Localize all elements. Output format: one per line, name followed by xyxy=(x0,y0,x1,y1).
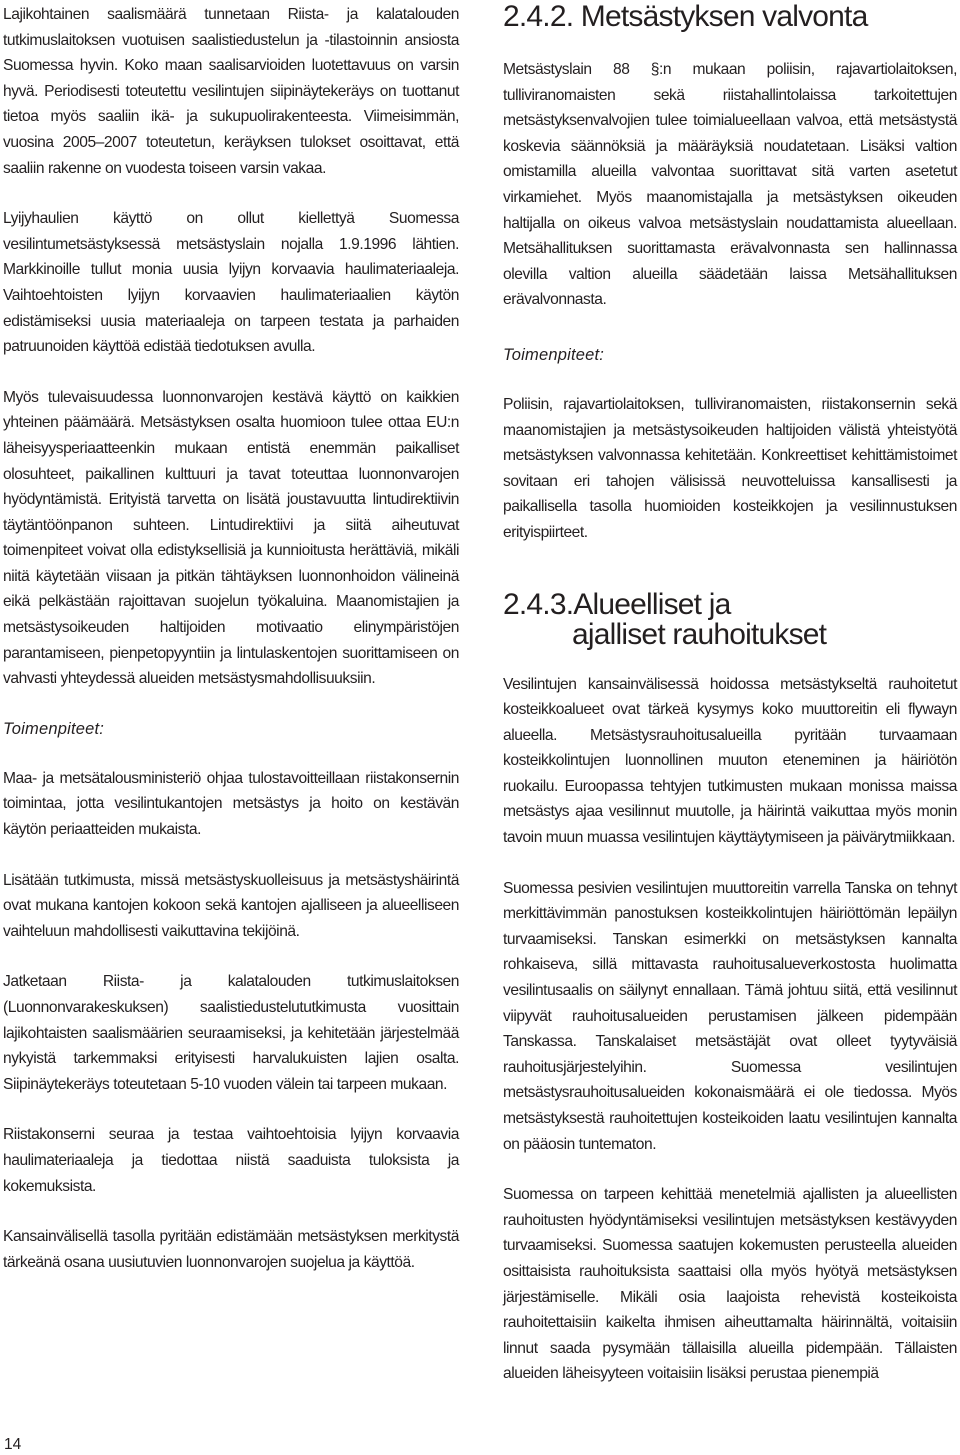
paragraph-mmm-ohjaus: Maa- ja metsätalousministeriö ohjaa tulostavoitteillaan riistakonsernin toimintaa, jotta vesilintukantojen metsästys ja hoito on kestävän käytön periaatteiden mukaista. xyxy=(3,769,459,839)
section-heading-2-4-3-line2: ajalliset rauhoitukset xyxy=(572,617,827,651)
paragraph-saalistiedustelu: Jatketaan Riista- ja kalatalouden tutkimuslaitoksen (Luonnonvarakeskuksen) saalistiedustelututkimusta vuosittain lajikohtaisten saalismäärien seuraamiseksi, ja kehitetään järjestelmää nykyistä tarkemmaksi erityisesti harvalukuisten lajien osalta. Siipinäytekeräys toteutetaan 5-10 vuoden välein tai tarpeen mukaan. xyxy=(3,973,459,1093)
paragraph-menetelmat: Suomessa on tarpeen kehittää menetelmiä ajallisten ja alueellisten rauhoitusten hyödyntämiseksi vesilintujen metsästyksen kestävyyden turvaamiseksi. Suomessa saatujen kokemusten perusteella alueiden osittaisista rauhoituksista saattaisi olla myös hyötyä metsästyksen järjestämiselle. Mikäli osia laajoista rehevistä kosteikoista rauhoitettaisiin kaikelta ihmisen aiheuttamalta häirinnältä, voitaisiin linnut saada pysymään tällaisilla alueilla pidempään. Tällaisten alueiden läheisyyteen voitaisiin lisäksi perustaa pienempiä xyxy=(503,1186,957,1383)
paragraph-tutkimus: Lisätään tutkimusta, missä metsästyskuolleisuus ja metsästyshäirintä ovat mukana kantojen kokoon sekä kantojen ajalliseen ja alueelliseen vaihteluun mahdollisesti vaikuttavina tekijöinä. xyxy=(3,871,459,940)
paragraph-riistakonserni: Riistakonserni seuraa ja testaa vaihtoehtoisia lyijyn korvaavia haulimateriaaleja ja tiedottaa niistä saaduista tuloksista ja kokemuksista. xyxy=(3,1126,459,1195)
section-heading-2-4-2: 2.4.2. Metsästyksen valvonta xyxy=(503,0,868,33)
paragraph-tanska: Suomessa pesivien vesilintujen muuttoreitin varrella Tanska on tehnyt merkittävimmän panostuksen kosteikkolintujen häiriöttömän lepäilyn turvaamiseksi. Tanskan esimerkki on metsästyksen kannalta rohkaiseva, sillä mittavasta rauhoitusalueverkostosta huolimatta vesilintusaalis on säilynyt ennallaan. Tämä johtuu siitä, että vesilinnut viipyvät rauhoitusalueiden perustamisen jälkeen pidempään Tanskassa. Tanskalaiset metsästäjät ovat olleet tyytyväisiä rauhoitusjärjestelyihin. Suomessa vesilintujen metsästysrauhoitusalueiden kokonaismäärä ei ole tiedossa. Myös metsästyksestä rauhoitettujen kosteikoiden laatu vesilintujen kannalta on pääosin tuntematon. xyxy=(503,879,957,1153)
paragraph-kansainvalinen: Kansainvälisellä tasolla pyritään edistämään metsästyksen merkitystä tärkeänä osana uusiutuvien luonnonvarojen suojelua ja käyttöä. xyxy=(3,1228,459,1271)
paragraph-tulevaisuus: Myös tulevaisuudessa luonnonvarojen kestävä käyttö on kaikkien yhteinen päämäärä. Metsästyksen osalta huomioon tulee ottaa EU:n läheisyysperiaatteenkin mukaan entistä enemmän paikalliset olosuhteet, paikallinen kulttuuri ja tavat toteuttaa luonnonvarojen hyödyntämistä. Erityistä tarvetta on lisätä joustavuutta lintudirektiivin täytäntöönpanon suhteen. Lintudirektiivi ja siitä aiheutuvat toimenpiteet voivat olla edistyksellisiä ja kunnioitusta herättäviä, mikäli niitä käytetään viisaan ja pitkän tähtäyksen luonnonhoidon välineinä eikä pelkästään rajoittavan suojelun työkaluina. Maanomistajien ja metsästysoikeuden haltijoiden motivaatio elinympäristöjen parantamiseen, pienpetopyyntiin ja lintulaskentojen suorittamiseen on vahvasti yhteydessä alueiden metsästysmahdollisuuksiin. xyxy=(3,388,459,688)
subheading-toimenpiteet: Toimenpiteet: xyxy=(3,719,105,738)
right-column xyxy=(503,0,957,1412)
left-column xyxy=(3,0,459,1300)
paragraph-rauhoitetut-kosteikot: Vesilintujen kansainvälisessä hoidossa metsästykseltä rauhoitetut kosteikkoalueet ovat tärkeä kysymys koko muuttoreitin eli flywayn alueella. Metsästysrauhoitusalueilla pyritään turvaamaan kosteikkolintujen luonnollinen muuton eteneminen ja häiriötön ruokailu. Euroopassa tehtyjen tutkimusten mukaan monissa maissa metsästys ajaa vesilinnut muutolle, ja häirintä vaikuttaa myös monin tavoin muun muassa vesilintujen käyttäytymiseen ja päivärytmiikkaan. xyxy=(503,675,957,847)
page-number: 14 xyxy=(4,1436,22,1453)
paragraph-saalismaara: Lajikohtainen saalismäärä tunnetaan Riista- ja kalatalouden tutkimuslaitoksen vuotuisen saalistiedustelun ja -tilastoinnin ansiosta Suomessa hyvin. Koko maan saalisarvioiden luotettavuus on varsin hyvä. Periodisesti toteutettu vesilintujen siipinäytekeräys on tuottanut tietoa myös saaliin ikä- ja sukupuolirakenteesta. Viimeisimmän, vuosina 2005–2007 toteutetun, keräyksen tulokset osoittavat, että saaliin rakenne on vuodesta toiseen varsin vakaa. xyxy=(3,6,459,177)
subheading-toimenpiteet-right: Toimenpiteet: xyxy=(503,345,605,364)
paragraph-valvonta: Metsästyslain 88 §:n mukaan poliisin, rajavartiolaitoksen, tulliviranomaisten sekä riistahallintolaissa tarkoitettujen metsästyksenvalvojien tulee toimialueellaan valvoa, että metsästystä koskevia säännöksiä ja määräyksiä noudatetaan. Lisäksi valtion omistamilla alueilla valvontaa suorittavat sitä varten asetetut virkamiehet. Myös maanomistajalla ja metsästyksen oikeuden haltijalla on oikeus valvoa metsästyslain noudattamista alueellaan. Metsähallituksen suorittamasta erävalvonnasta sen hallinnassa olevilla valtion alueilla säädetään laissa Metsähallituksen erävalvonnasta. xyxy=(503,61,957,309)
paragraph-lyijyhaulit: Lyijyhaulien käyttö on ollut kiellettyä Suomessa vesilintumetsästyksessä metsästyslain nojalla 1.9.1996 lähtien. Markkinoille tullut monia uusia lyijyn korvaavia haulimateriaaleja. Vaihtoehtoisten lyijyn korvaavien haulimateriaalien käytön edistämiseksi uusia materiaaleja on tarpeen testata ja parhaiden patruunoiden käyttöä edistää tiedotuksen avulla. xyxy=(3,210,459,356)
paragraph-yhteistyo: Poliisin, rajavartiolaitoksen, tulliviranomaisten, riistakonsernin sekä maanomistajien ja metsästysoikeuden haltijoiden välistä yhteistyötä metsästyksen valvonnassa kehitetään. Konkreettiset kehittämistoimet sovitaan eri tahojen välisissä neuvotteluissa kansallisesti ja paikallisella tasolla huomioiden kosteikkojen ja vesilinnustuksen erityispiirteet. xyxy=(503,395,957,541)
section-heading-2-4-3-line1: 2.4.3.Alueelliset ja xyxy=(503,587,731,621)
